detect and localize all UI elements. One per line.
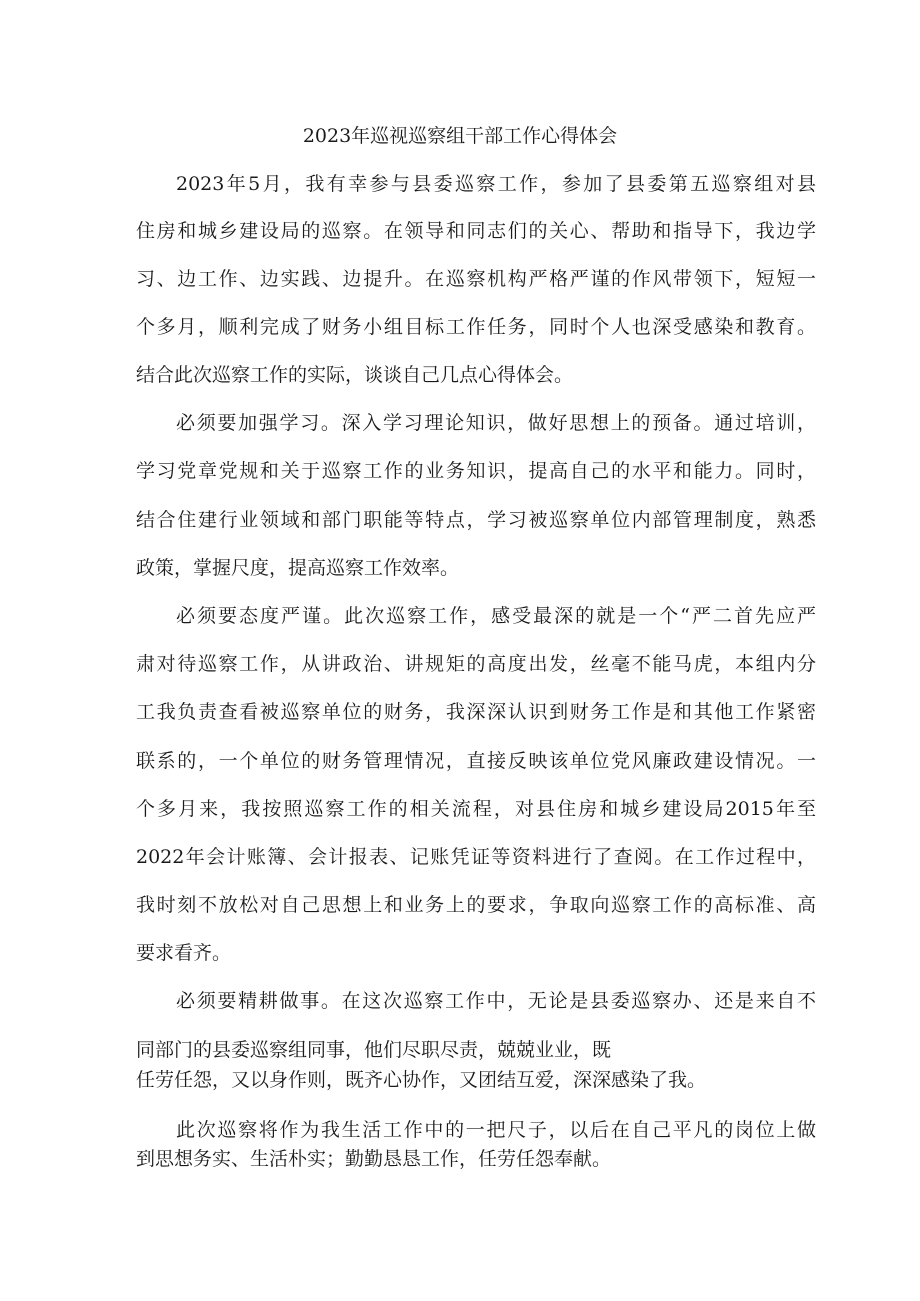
paragraph-5-line-1: 此次巡察将作为我生活工作中的一把尺子，以后在自己平凡的岗位上做 bbox=[176, 1119, 816, 1141]
paragraph-1-line-4: 个多月，顺利完成了财务小组目标工作任务，同时个人也深受感染和教育。 bbox=[136, 316, 816, 338]
paragraph-3-line-6: 2022年会计账簿、会计报表、记账凭证等资料进行了查阅。在工作过程中， bbox=[136, 846, 816, 868]
paragraph-4-line-1: 必须要精耕做事。在这次巡察工作中，无论是县委巡察办、还是来自不 bbox=[176, 990, 816, 1012]
paragraph-3-line-3: 工我负责查看被巡察单位的财务，我深深认识到财务工作是和其他工作紧密 bbox=[136, 701, 816, 723]
paragraph-2-line-2: 学习党章党规和关于巡察工作的业务知识，提高自己的水平和能力。同时， bbox=[136, 460, 816, 482]
paragraph-1-line-2: 住房和城乡建设局的巡察。在领导和同志们的关心、帮助和指导下，我边学 bbox=[136, 220, 816, 242]
paragraph-3-line-8: 要求看齐。 bbox=[136, 942, 232, 964]
paragraph-3-line-4: 联系的，一个单位的财务管理情况，直接反映该单位党风廉政建设情况。一 bbox=[136, 750, 816, 772]
paragraph-1-line-3: 习、边工作、边实践、边提升。在巡察机构严格严谨的作风带领下，短短一 bbox=[136, 268, 816, 290]
document-title: 2023年巡视巡察组干部工作心得体会 bbox=[302, 125, 618, 147]
paragraph-3-line-7: 我时刻不放松对自己思想上和业务上的要求，争取向巡察工作的高标准、高 bbox=[136, 894, 816, 916]
paragraph-4-line-2: 同部门的县委巡察组同事，他们尽职尽责，兢兢业业，既 bbox=[136, 1039, 612, 1061]
paragraph-3-line-2: 肃对待巡察工作，从讲政治、讲规矩的高度出发，丝毫不能马虎，本组内分 bbox=[136, 653, 816, 675]
paragraph-1-line-5: 结合此次巡察工作的实际，谈谈自己几点心得体会。 bbox=[136, 364, 574, 386]
paragraph-3-line-5: 个多月来，我按照巡察工作的相关流程，对县住房和城乡建设局2015年至 bbox=[136, 798, 816, 820]
paragraph-4-line-3: 任劳任怨，又以身作则，既齐心协作，又团结互爱，深深感染了我。 bbox=[136, 1069, 707, 1091]
paragraph-2-line-3: 结合住建行业领域和部门职能等特点，学习被巡察单位内部管理制度，熟悉 bbox=[136, 509, 816, 531]
paragraph-1-line-1: 2023年5月，我有幸参与县委巡察工作，参加了县委第五巡察组对县 bbox=[176, 173, 816, 195]
paragraph-2-line-4: 政策，掌握尺度，提高巡察工作效率。 bbox=[136, 557, 460, 579]
paragraph-5-line-2: 到思想务实、生活朴实；勤勤恳恳工作，任劳任怨奉献。 bbox=[136, 1148, 612, 1170]
paragraph-3-line-1: 必须要态度严谨。此次巡察工作，感受最深的就是一个“严二首先应严 bbox=[176, 605, 816, 627]
paragraph-2-line-1: 必须要加强学习。深入学习理论知识，做好思想上的预备。通过培训， bbox=[176, 412, 816, 434]
